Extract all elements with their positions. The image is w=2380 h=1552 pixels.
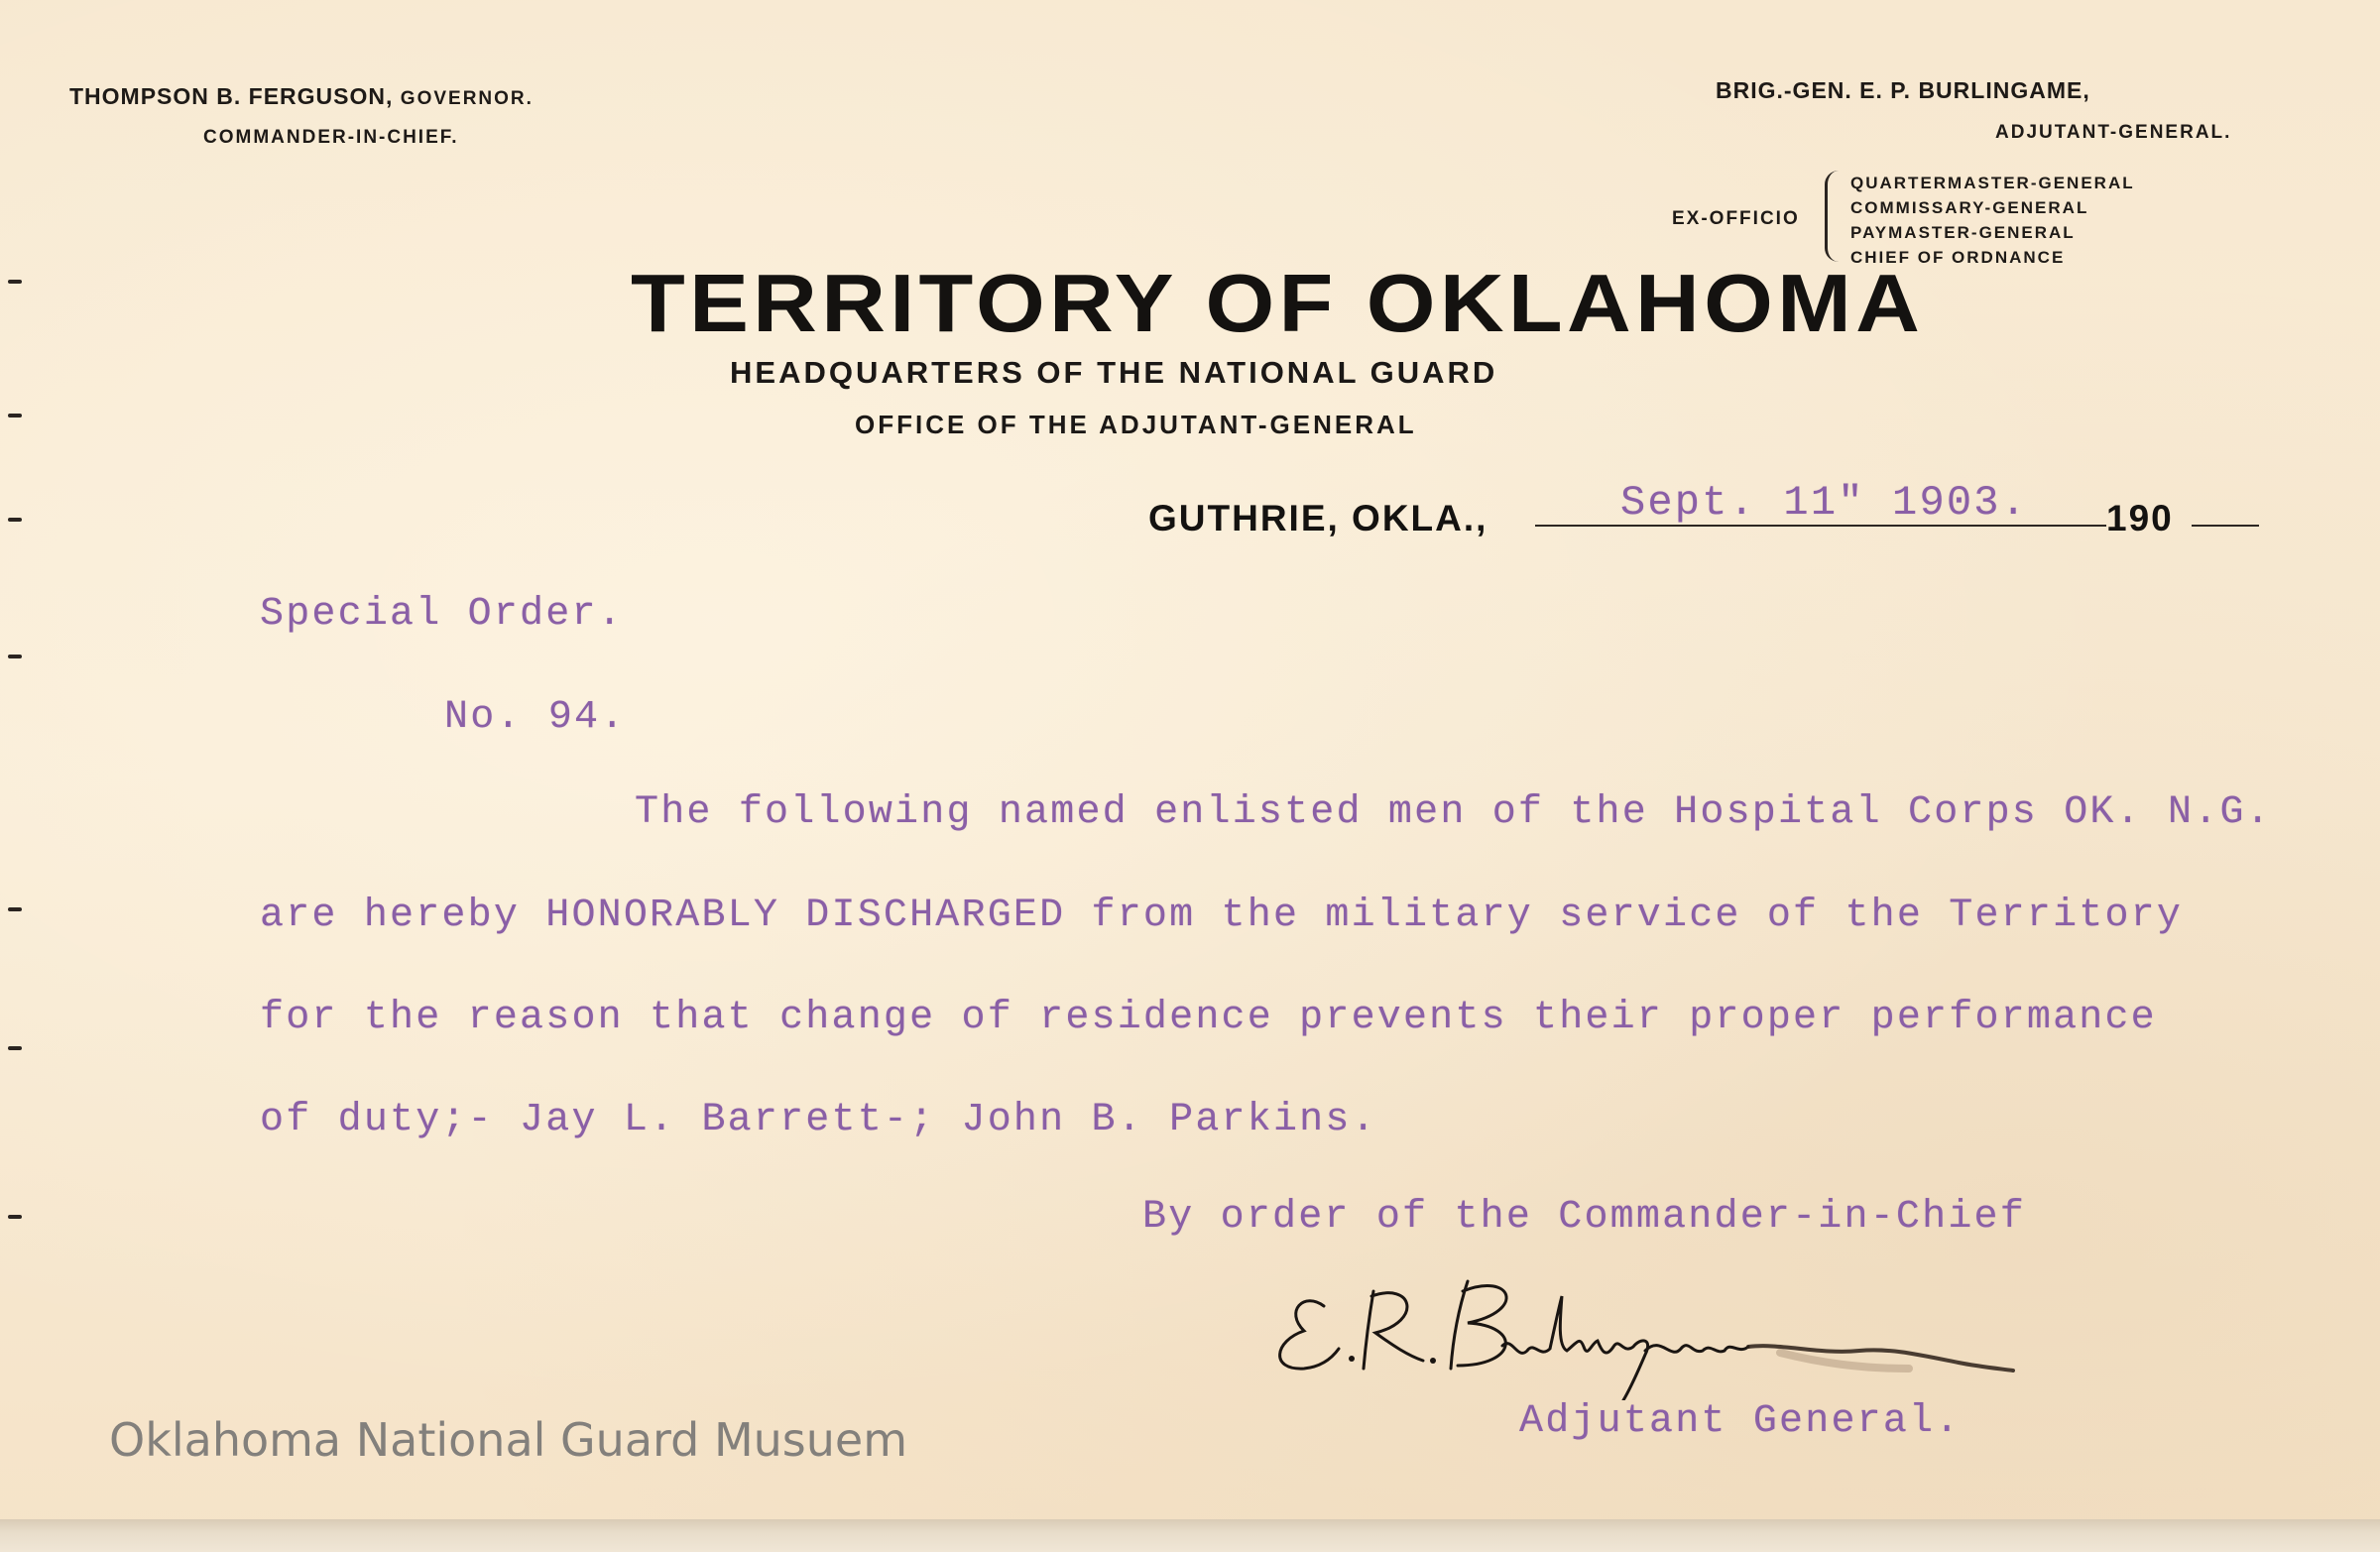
letterhead-subtitle: HEADQUARTERS OF THE NATIONAL GUARD — [730, 355, 1498, 390]
governor-role: COMMANDER-IN-CHIEF. — [203, 127, 459, 148]
ex-officio-role: COMMISSARY-GENERAL — [1850, 198, 2089, 217]
museum-watermark: Oklahoma National Guard Musuem — [109, 1413, 908, 1467]
letter-date: Sept. 11" 1903. — [1620, 479, 2029, 527]
binder-hole — [8, 1046, 22, 1050]
ex-officio-label: EX-OFFICIO — [1672, 208, 1800, 229]
body-line: for the reason that change of residence prevents their proper performance — [260, 996, 2157, 1040]
letterhead-title: TERRITORY OF OKLAHOMA — [631, 257, 1925, 349]
body-line: of duty;- Jay L. Barrett-; John B. Parkins. — [260, 1098, 1377, 1142]
signer-title: Adjutant General. — [1519, 1399, 1962, 1444]
general-name: BRIG.-GEN. E. P. BURLINGAME, — [1716, 77, 2090, 103]
signature — [1264, 1252, 2018, 1400]
governor-name: THOMPSON B. FERGUSON, — [69, 83, 394, 109]
binder-hole — [8, 414, 22, 418]
ex-officio-roles — [1850, 171, 2135, 270]
letterhead-office: OFFICE OF THE ADJUTANT-GENERAL — [855, 410, 1417, 439]
body-line: are hereby HONORABLY DISCHARGED from the military service of the Territory — [260, 894, 2184, 938]
ex-officio-brace — [1825, 171, 1847, 262]
paper-bottom-edge — [0, 1519, 2380, 1552]
binder-hole — [8, 655, 22, 658]
binder-hole — [8, 1215, 22, 1219]
order-heading: Special Order. — [260, 592, 624, 637]
closing-line: By order of the Commander-in-Chief — [1142, 1195, 2026, 1240]
binder-hole — [8, 518, 22, 522]
binder-hole — [8, 280, 22, 284]
governor-title: GOVERNOR. — [400, 88, 534, 109]
ex-officio-role: QUARTERMASTER-GENERAL — [1850, 174, 2135, 192]
governor-line — [69, 83, 534, 110]
year-prefix: 190 — [2106, 498, 2174, 538]
body-line: The following named enlisted men of the Hospital Corps OK. N.G. — [635, 790, 2272, 835]
year-rule — [2192, 525, 2259, 527]
general-title: ADJUTANT-GENERAL. — [1995, 122, 2232, 143]
order-number: No. 94. — [444, 695, 627, 740]
ex-officio-role: PAYMASTER-GENERAL — [1850, 223, 2076, 242]
binder-hole — [8, 907, 22, 911]
ex-officio-role: CHIEF OF ORDNANCE — [1850, 248, 2066, 267]
place-line: GUTHRIE, OKLA., — [1148, 498, 1488, 538]
